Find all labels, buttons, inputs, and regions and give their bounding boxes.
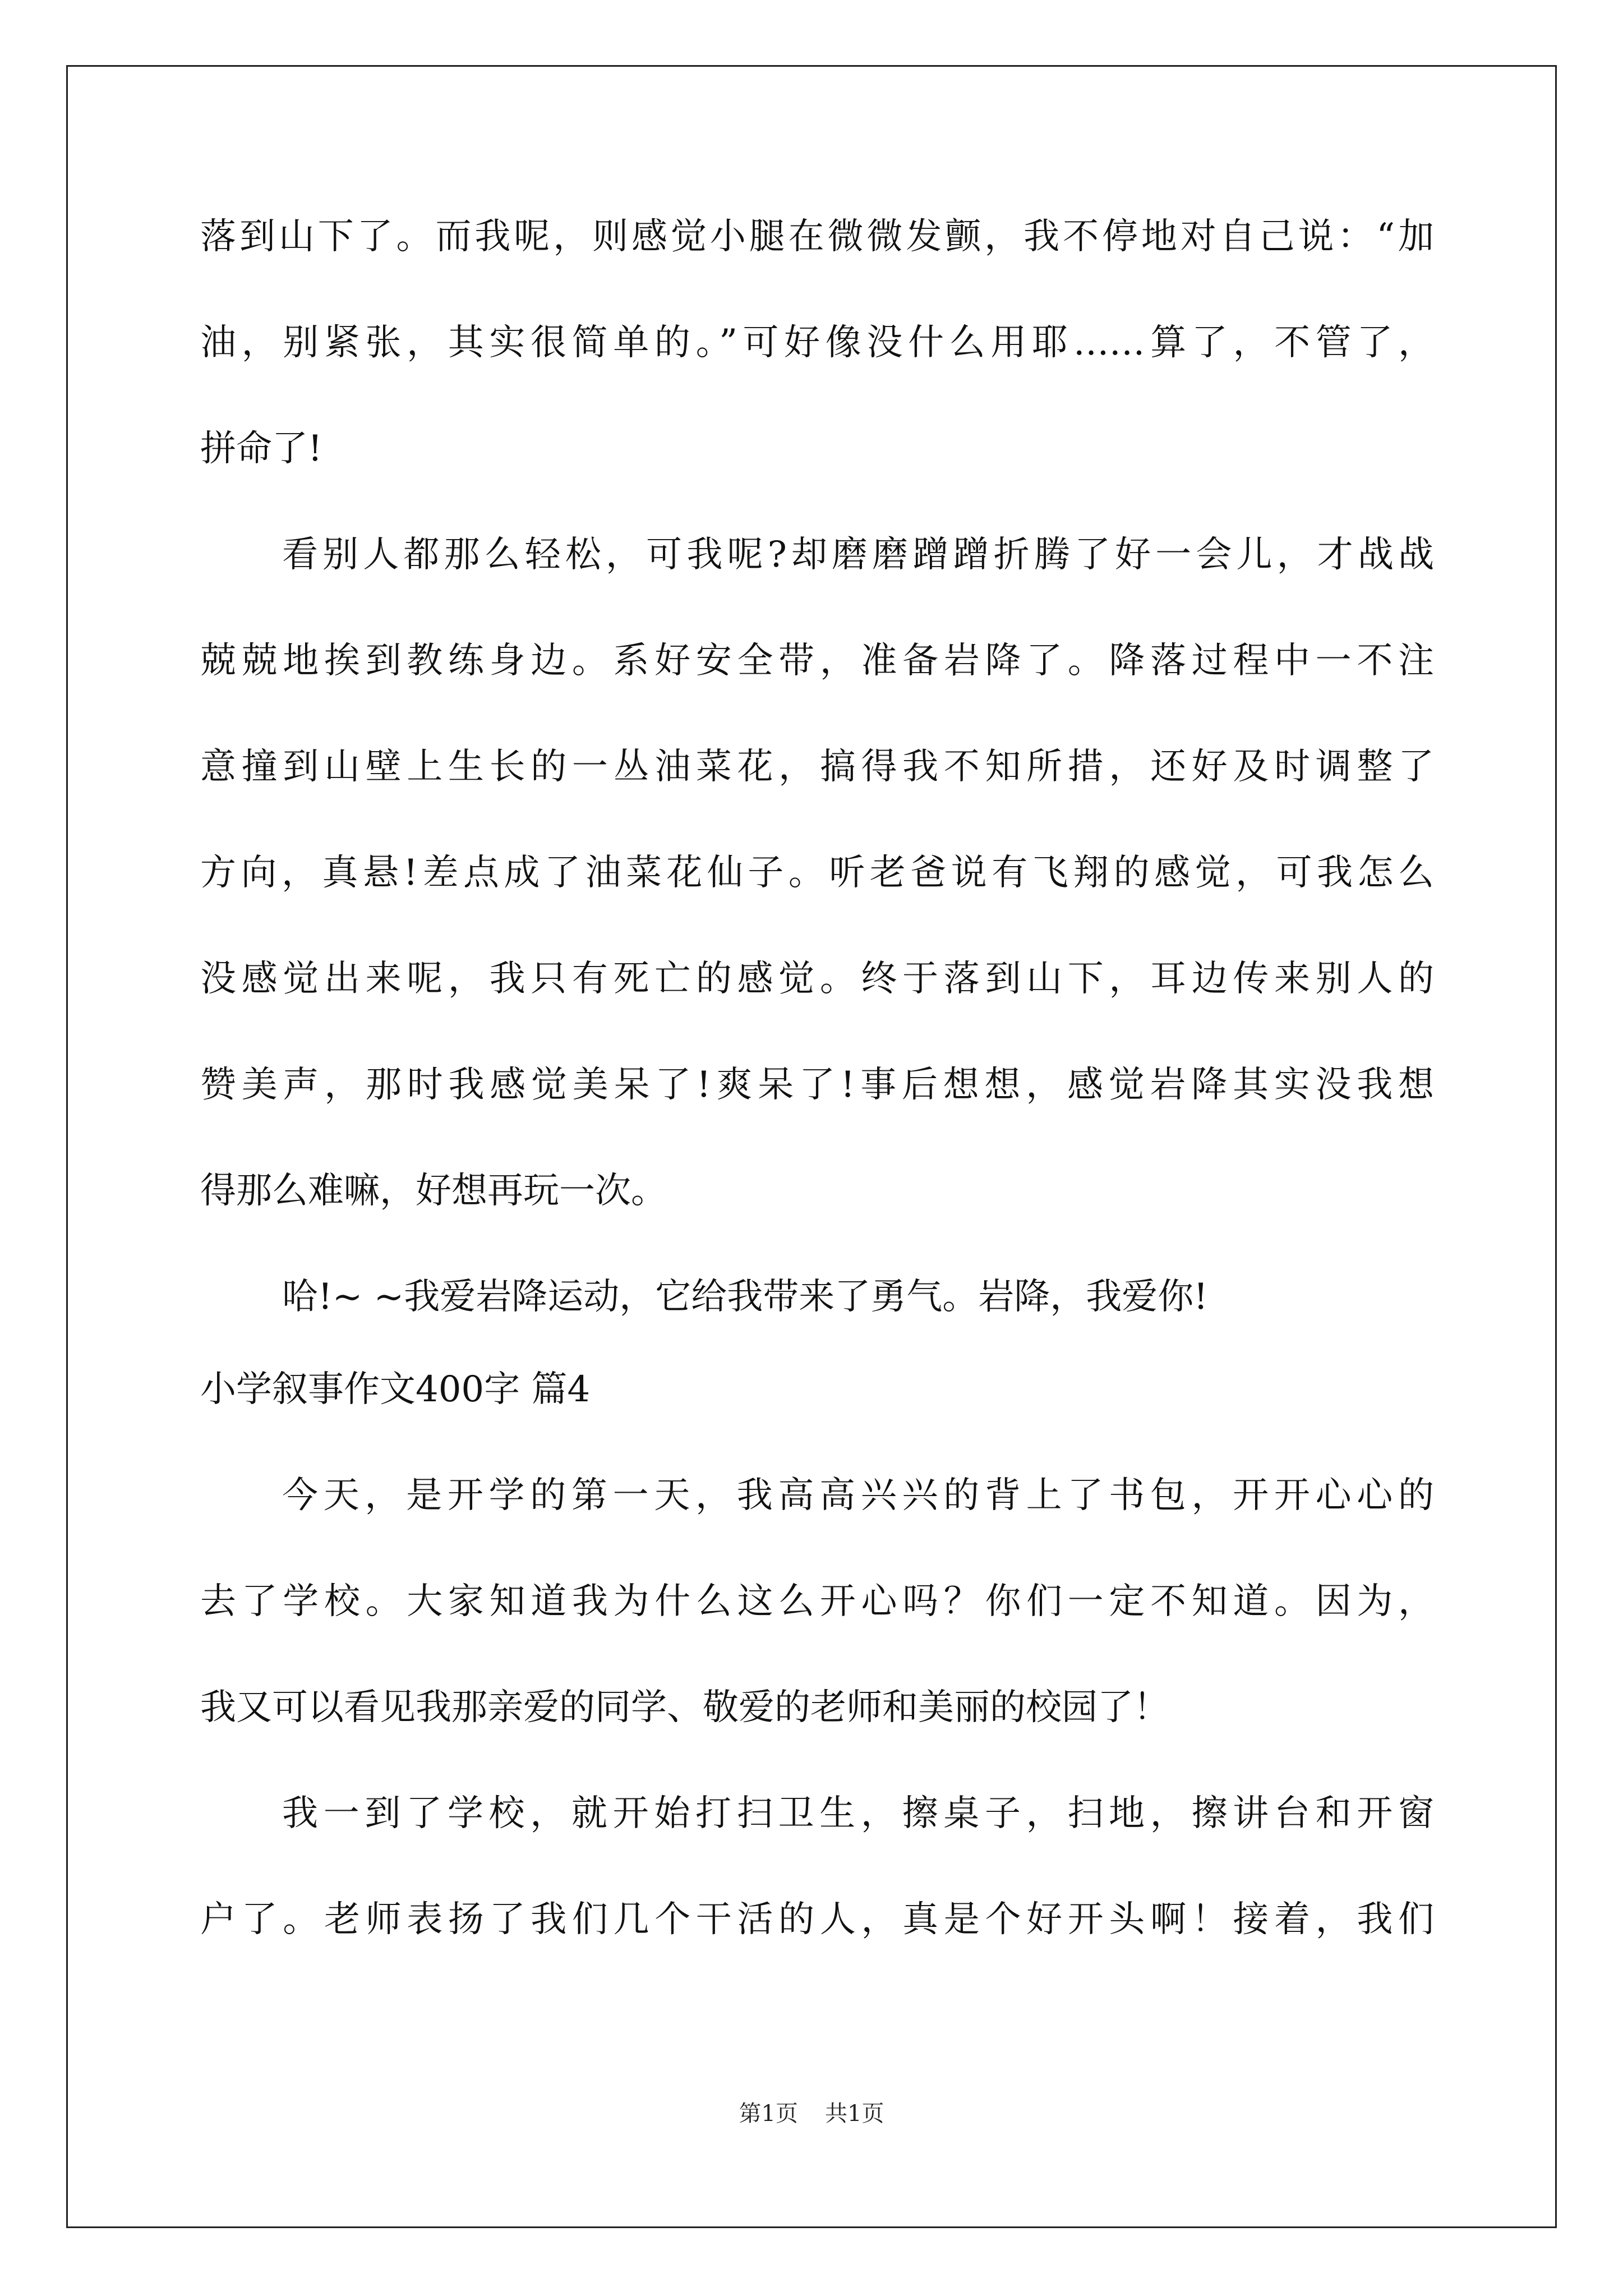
page-total: 共1页: [825, 2101, 884, 2127]
text-line: 我又可以看见我那亲爱的同学、敬爱的老师和美丽的校园了！: [200, 1687, 1169, 1728]
text-line: 拼命了!: [200, 428, 322, 470]
text-line: 意撞到山壁上生长的一丛油菜花，搞得我不知所措，还好及时调整了: [200, 746, 1434, 788]
text-line: 看别人都那么轻松，可我呢?却磨磨蹭蹭折腾了好一会儿，才战战: [282, 534, 1434, 576]
text-line: 兢兢地挨到教练身边。系好安全带，准备岩降了。降落过程中一不注: [200, 640, 1434, 682]
text-line: 哈!~ ~我爱岩降运动，它给我带来了勇气。岩降，我爱你!: [282, 1276, 1209, 1318]
text-line: 户了。老师表扬了我们几个干活的人，真是个好开头啊！接着，我们: [200, 1899, 1434, 1940]
text-line: 今天，是开学的第一天，我高高兴兴的背上了书包，开开心心的: [282, 1475, 1434, 1516]
text-line: 油，别紧张，其实很简单的。”可好像没什么用耶……算了，不管了，: [200, 322, 1434, 364]
text-line: 落到山下了。而我呢，则感觉小腿在微微发颤，我不停地对自己说：“加: [200, 216, 1434, 257]
text-line: 我一到了学校，就开始打扫卫生，擦桌子，扫地，擦讲台和开窗: [282, 1793, 1434, 1834]
text-line: 去了学校。大家知道我为什么这么开心吗？你们一定不知道。因为，: [200, 1581, 1434, 1622]
text-line: 方向，真悬!差点成了油菜花仙子。听老爸说有飞翔的感觉，可我怎么: [200, 852, 1434, 894]
section-title: 小学叙事作文400字 篇4: [200, 1369, 591, 1410]
page-number: 第1页: [739, 2101, 798, 2127]
text-line: 得那么难嘛，好想再玩一次。: [200, 1170, 667, 1212]
page-footer: [0, 2097, 1623, 2131]
text-line: 没感觉出来呢，我只有死亡的感觉。终于落到山下，耳边传来别人的: [200, 958, 1434, 1000]
text-line: 赞美声，那时我感觉美呆了!爽呆了!事后想想，感觉岩降其实没我想: [200, 1064, 1434, 1106]
